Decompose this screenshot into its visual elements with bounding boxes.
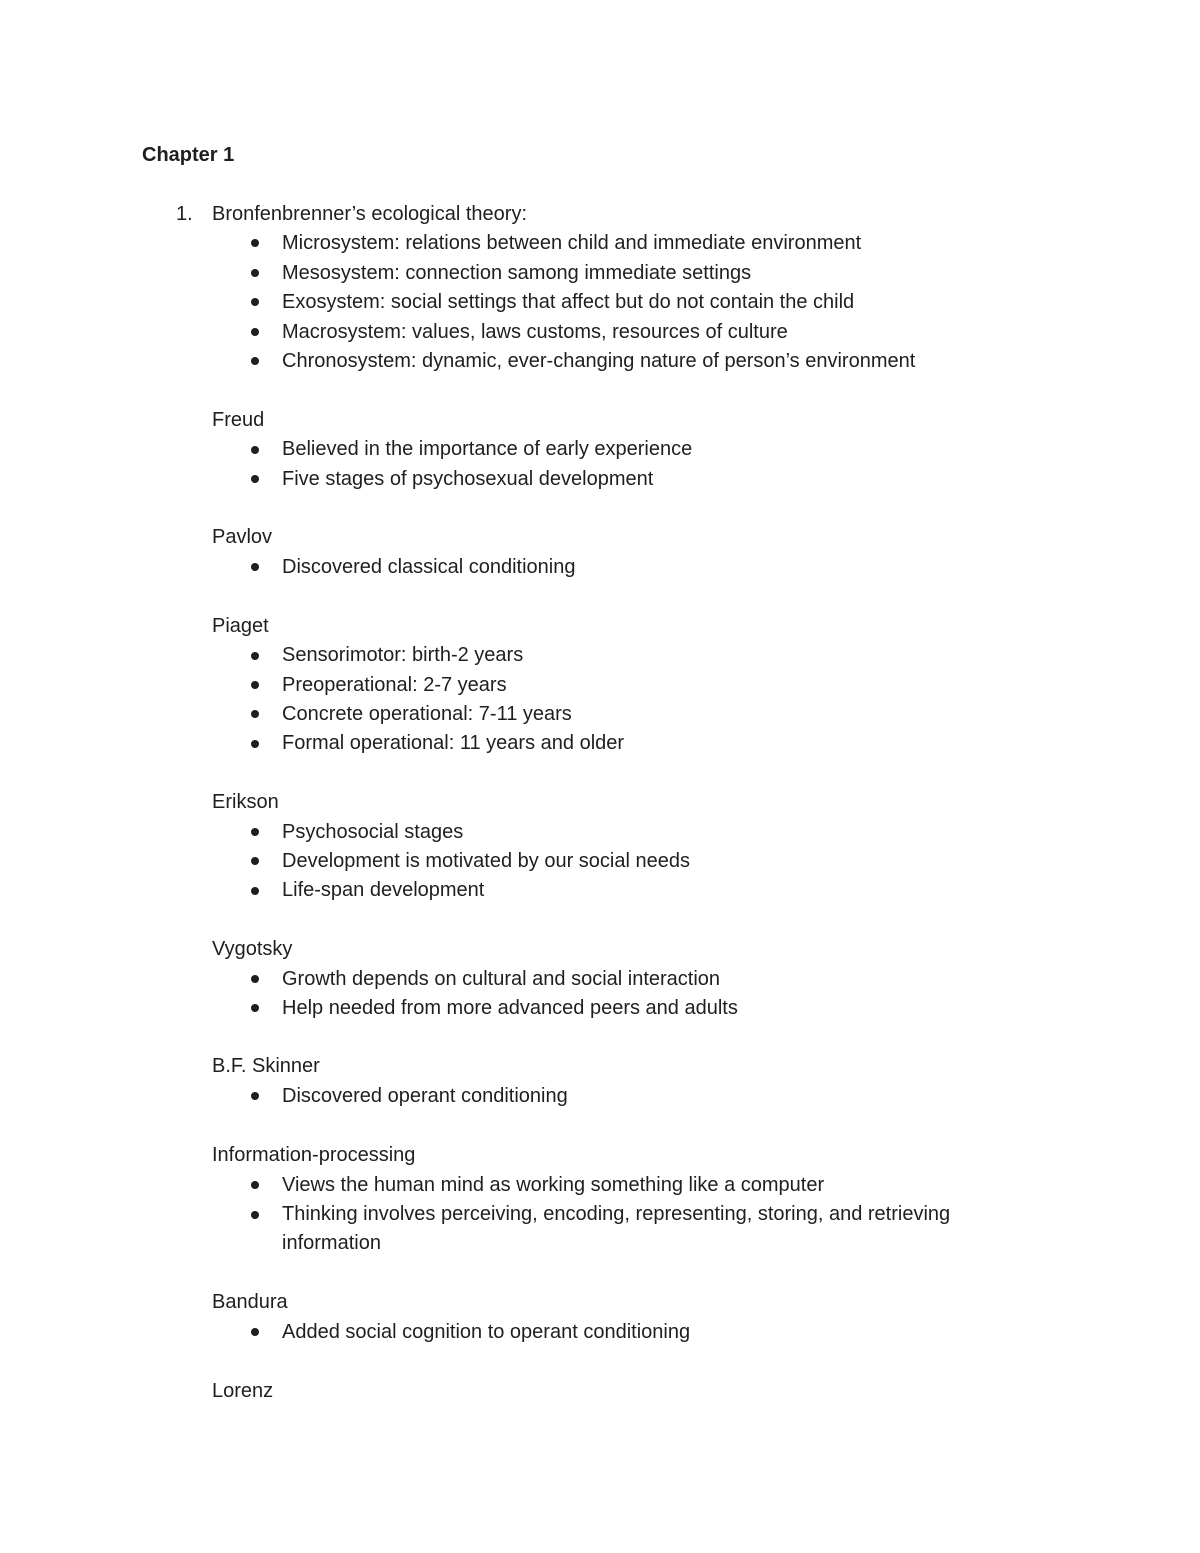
- section-heading: Pavlov: [212, 526, 273, 548]
- bullet-icon: [251, 1004, 259, 1012]
- bullet-icon: [251, 975, 259, 983]
- bullet-icon: [251, 652, 259, 660]
- bullet-icon: [251, 475, 259, 483]
- list-item: Life-span development: [282, 879, 485, 901]
- list-item: Discovered operant conditioning: [282, 1085, 568, 1107]
- list-item: Sensorimotor: birth-2 years: [282, 644, 524, 666]
- bullet-icon: [251, 887, 259, 895]
- bullet-icon: [251, 681, 259, 689]
- list-item: Formal operational: 11 years and older: [282, 732, 625, 754]
- list-item: Chronosystem: dynamic, ever-changing nature of person’s environment: [282, 350, 916, 372]
- section-heading: Freud: [212, 409, 265, 431]
- section-heading: Information-processing: [212, 1144, 416, 1166]
- bullet-icon: [251, 1211, 259, 1219]
- list-item: Thinking involves perceiving, encoding, representing, storing, and retrieving: [282, 1203, 951, 1225]
- bullet-icon: [251, 1328, 259, 1336]
- bullet-icon: [251, 298, 259, 306]
- list-item: Growth depends on cultural and social interaction: [282, 968, 721, 990]
- bullet-icon: [251, 828, 259, 836]
- list-item: Exosystem: social settings that affect but do not contain the child: [282, 291, 855, 313]
- section-heading: Erikson: [212, 791, 279, 813]
- section-heading: B.F. Skinner: [212, 1055, 320, 1077]
- bullet-icon: [251, 1092, 259, 1100]
- bullet-icon: [251, 446, 259, 454]
- section-heading: Bronfenbrenner’s ecological theory:: [212, 203, 528, 225]
- list-item: Added social cognition to operant conditioning: [282, 1321, 691, 1343]
- list-item: Discovered classical conditioning: [282, 556, 576, 578]
- list-item: Concrete operational: 7-11 years: [282, 703, 572, 725]
- list-item: Mesosystem: connection samong immediate settings: [282, 262, 752, 284]
- list-item: Help needed from more advanced peers and adults: [282, 997, 738, 1019]
- list-item: Microsystem: relations between child and immediate environment: [282, 232, 862, 254]
- bullet-icon: [251, 740, 259, 748]
- list-item: Views the human mind as working something like a computer: [282, 1174, 825, 1196]
- bullet-icon: [251, 269, 259, 277]
- section-heading: Piaget: [212, 615, 269, 637]
- list-item: Psychosocial stages: [282, 821, 464, 843]
- list-item: Believed in the importance of early experience: [282, 438, 693, 460]
- list-number: 1.: [176, 203, 193, 225]
- bullet-icon: [251, 328, 259, 336]
- bullet-icon: [251, 239, 259, 247]
- list-item: Five stages of psychosexual development: [282, 468, 654, 490]
- bullet-icon: [251, 710, 259, 718]
- bullet-icon: [251, 857, 259, 865]
- section-heading: Vygotsky: [212, 938, 293, 960]
- section-heading: Bandura: [212, 1291, 288, 1313]
- bullet-icon: [251, 1181, 259, 1189]
- chapter-title: Chapter 1: [142, 144, 235, 166]
- list-item: Preoperational: 2-7 years: [282, 674, 507, 696]
- section-heading: Lorenz: [212, 1380, 274, 1402]
- list-item: Macrosystem: values, laws customs, resources of culture: [282, 321, 788, 343]
- list-item: Development is motivated by our social needs: [282, 850, 690, 872]
- bullet-icon: [251, 357, 259, 365]
- list-item-continuation: information: [282, 1232, 381, 1254]
- bullet-icon: [251, 563, 259, 571]
